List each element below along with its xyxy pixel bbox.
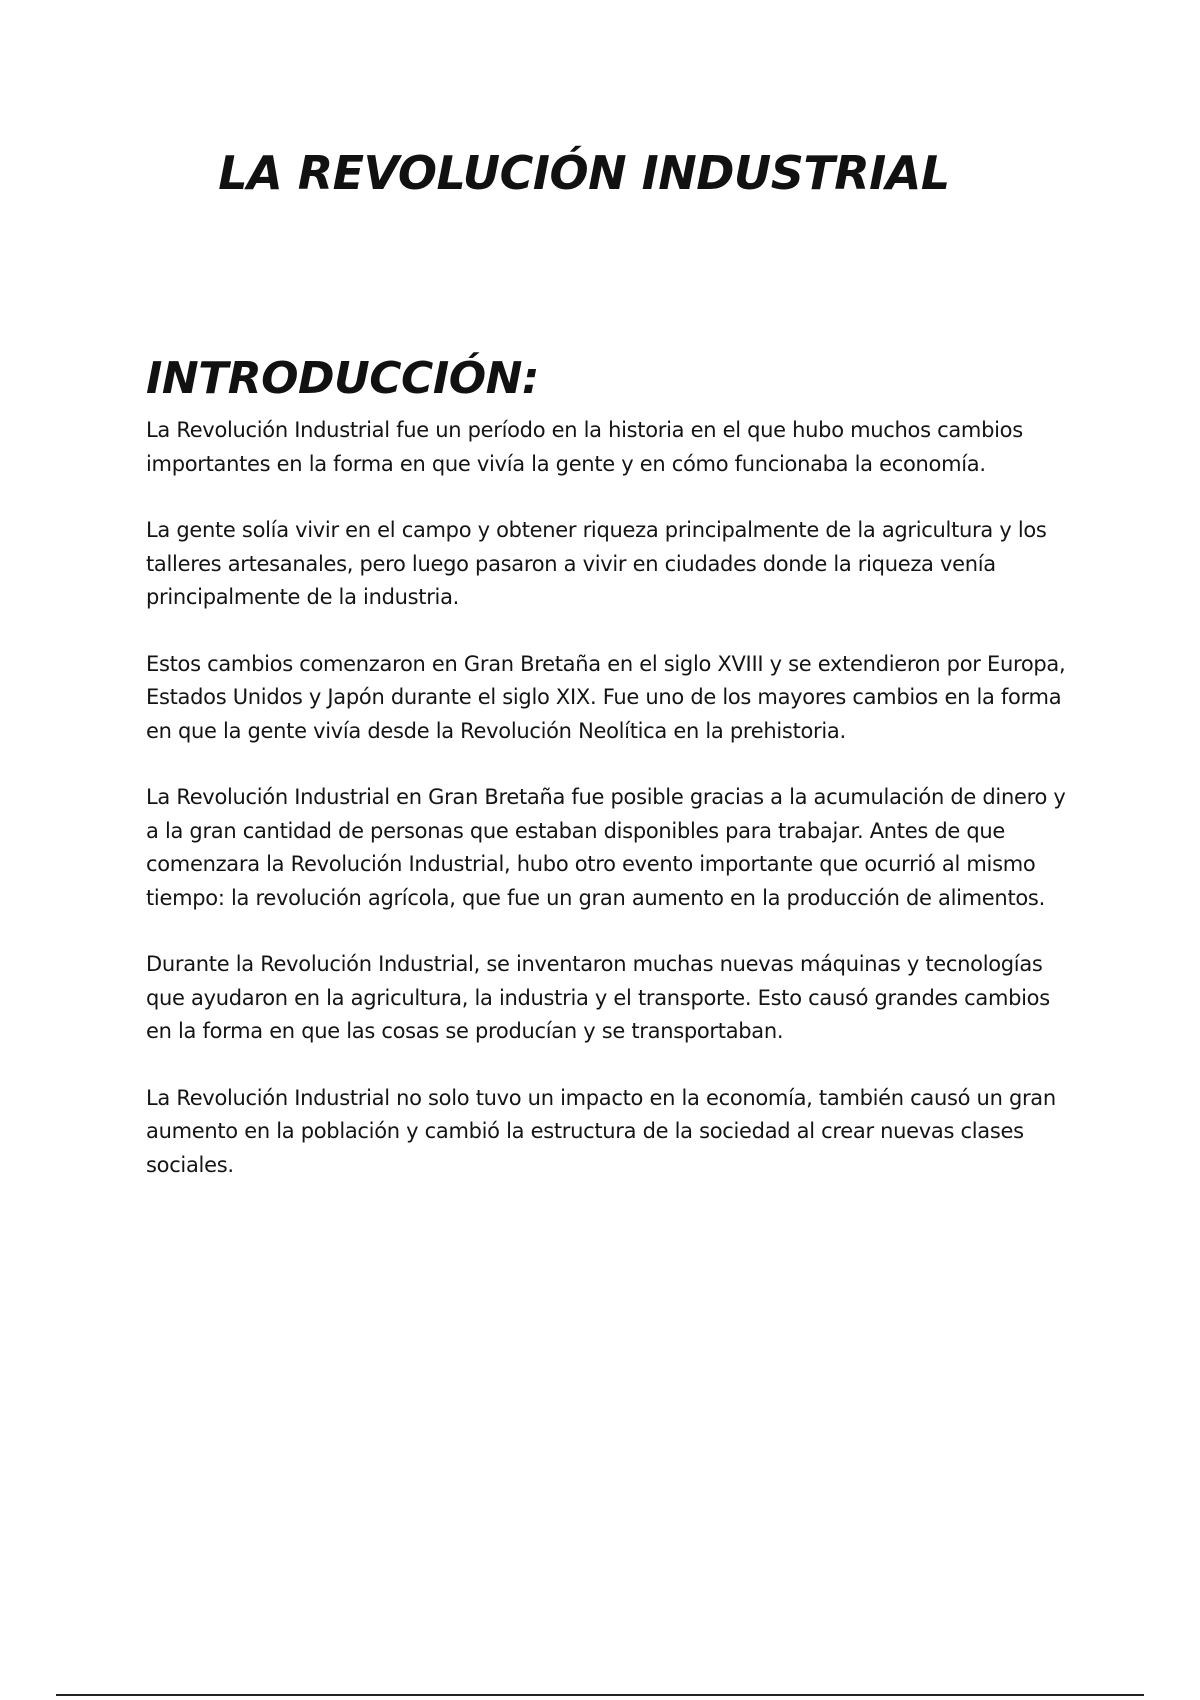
introduction-section: [146, 352, 1076, 1215]
bottom-divider: [56, 1694, 1144, 1696]
paragraph-6: La Revolución Industrial no solo tuvo un impacto en la economía, también causó un gran aumento en la población y cambió la estructura de la sociedad al crear nuevas clases sociales.: [146, 1085, 1056, 1177]
paragraph-2: La gente solía vivir en el campo y obtener riqueza principalmente de la agricultura y los talleres artesanales, pero luego pasaron a vivir en ciudades donde la riqueza venía principalmente de la industria.: [146, 518, 1047, 609]
paragraph-4: La Revolución Industrial en Gran Bretaña fue posible gracias a la acumulación de dinero y a la gran cantidad de personas que estaban disponibles para trabajar. Antes de que comenzara la Revolución Industrial, hubo otro evento importante que ocurrió al mismo tiempo: la revolución agrícola, que fue un gran aumento en la producción de alimentos.: [146, 785, 1066, 910]
paragraph-3: Estos cambios comenzaron en Gran Bretaña en el siglo XVIII y se extendieron por Europa, Estados Unidos y Japón durante el siglo XIX. Fue uno de los mayores cambios en la forma en que la gente vivía desde la Revolución Neolítica en la prehistoria.: [146, 651, 1066, 743]
document-title: LA REVOLUCIÓN INDUSTRIAL: [218, 146, 950, 200]
paragraph-1: La Revolución Industrial fue un período en la historia en el que hubo muchos cambios importantes en la forma en que vivía la gente y en cómo funcionaba la economía.: [146, 418, 1023, 476]
paragraph-5: Durante la Revolución Industrial, se inventaron muchas nuevas máquinas y tecnologías que ayudaron en la agricultura, la industria y el transporte. Esto causó grandes cambios en la forma en que las cosas se producían y se transportaban.: [146, 952, 1050, 1043]
section-heading: INTRODUCCIÓN:: [146, 353, 540, 404]
